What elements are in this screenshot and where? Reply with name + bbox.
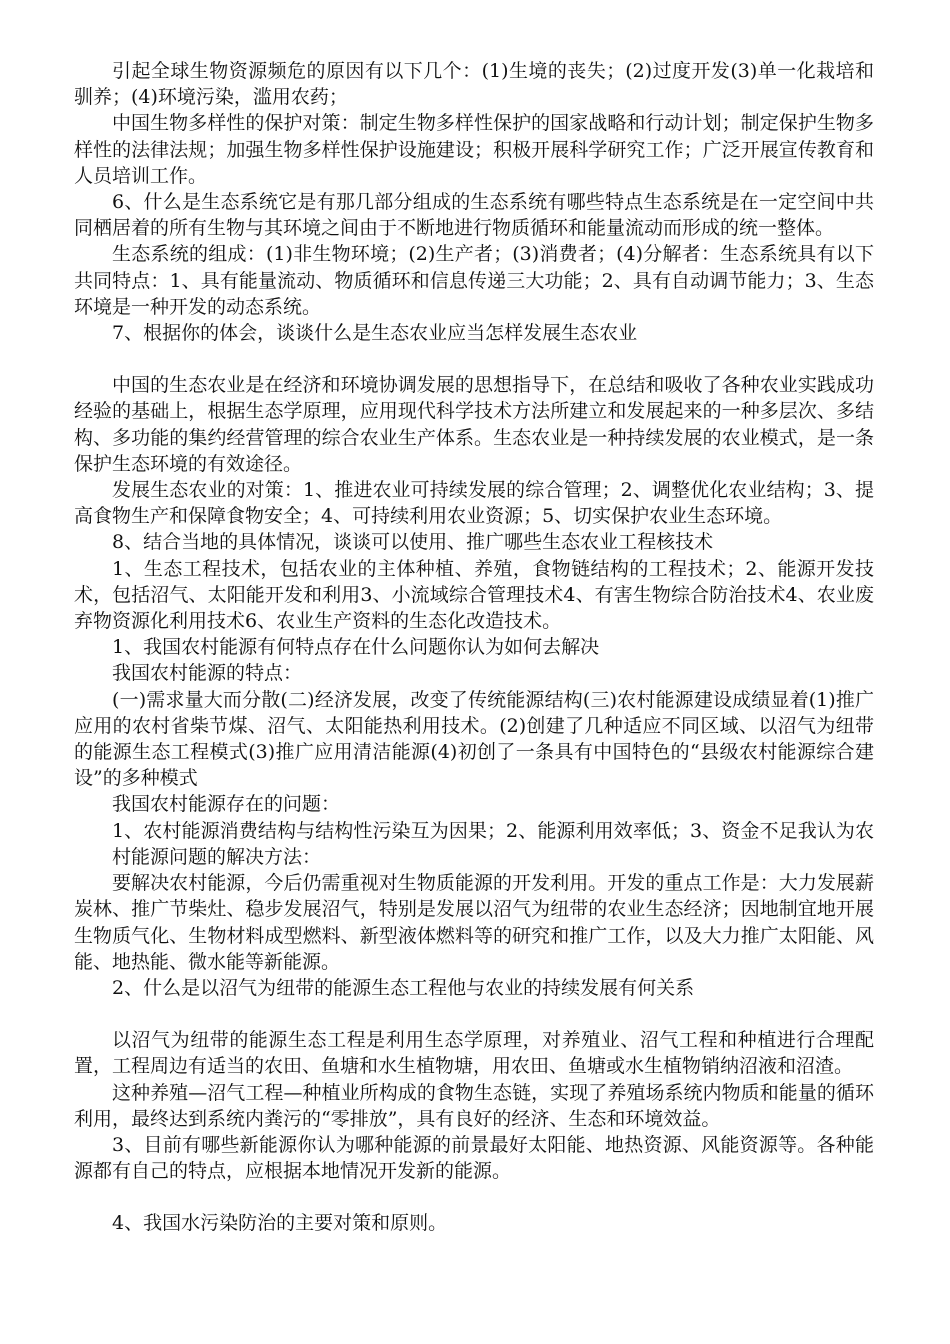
blank-line — [74, 1184, 874, 1210]
paragraph: (一)需求量大而分散(二)经济发展，改变了传统能源结构(三)农村能源建设成绩显着(1)推广应用的农村省柴节煤、沼气、太阳能热利用技术。(2)创建了几种适应不同区域、以沼气为纽带的能源生态工程模式(3)推广应用清洁能源(4)初创了一条具有中国特色的“县级农村能源综合建设”的多种模式 — [74, 688, 874, 790]
paragraph: 6、什么是生态系统它是有那几部分组成的生态系统有哪些特点生态系统是在一定空间中共同栖居着的所有生物与其环境之间由于不断地进行物质循环和能量流动而形成的统一整体。 — [74, 191, 874, 240]
paragraph: 1、生态工程技术，包括农业的主体种植、养殖，食物链结构的工程技术；2、能源开发技术，包括沼气、太阳能开发和利用3、小流域综合管理技术4、有害生物综合防治技术4、农业废弃物资源化利用技术6、农业生产资料的生态化改造技术。 — [74, 557, 874, 633]
paragraph: 这种养殖—沼气工程—种植业所构成的食物生态链，实现了养殖场系统内物质和能量的循环利用，最终达到系统内粪污的“零排放”，具有良好的经济、生态和环境效益。 — [74, 1081, 874, 1130]
paragraph: 1、农村能源消费结构与结构性污染互为因果；2、能源利用效率低；3、资金不足我认为农村能源问题的解决方法： — [112, 819, 874, 868]
paragraph: 3、目前有哪些新能源你认为哪种能源的前景最好太阳能、地热资源、风能资源等。各种能源都有自己的特点，应根据本地情况开发新的能源。 — [74, 1133, 874, 1183]
question-heading: 1、我国农村能源有何特点存在什么问题你认为如何去解决 — [112, 636, 600, 659]
question-heading: 2、什么是以沼气为纽带的能源生态工程他与农业的持续发展有何关系 — [112, 976, 695, 999]
paragraph: 要解决农村能源，今后仍需重视对生物质能源的开发利用。开发的重点工作是：大力发展薪炭林、推广节柴灶、稳步发展沼气，特别是发展以沼气为纽带的农业生态经济；因地制宜地开展生物质气化、生物材料成型燃料、新型液体燃料等的研究和推广工作，以及大力推广太阳能、风能、地热能、微水能等新能源。 — [74, 872, 874, 973]
question-heading: 4、我国水污染防治的主要对策和原则。 — [112, 1212, 448, 1235]
paragraph: 中国的生态农业是在经济和环境协调发展的思想指导下，在总结和吸收了各种农业实践成功经验的基础上，根据生态学原理，应用现代科学技术方法所建立和发展起来的一种多层次、多结构、多功能的集约经营管理的综合农业生产体系。生态农业是一种持续发展的农业模式，是一条保护生态环境的有效途径。 — [74, 374, 874, 475]
document-body — [74, 58, 874, 1237]
paragraph: 引起全球生物资源频危的原因有以下几个：(1)生境的丧失；(2)过度开发(3)单一化栽培和驯养；(4)环境污染，滥用农药； — [74, 60, 874, 109]
blank-line — [74, 346, 874, 372]
paragraph: 生态系统的组成：(1)非生物环境；(2)生产者；(3)消费者；(4)分解者：生态系统具有以下共同特点：1、具有能量流动、物质循环和信息传递三大功能；2、具有自动调节能力；3、生态环境是一种开发的动态系统。 — [74, 243, 874, 318]
question-heading: 7、根据你的体会，谈谈什么是生态农业应当怎样发展生态农业 — [112, 322, 638, 345]
paragraph: 以沼气为纽带的能源生态工程是利用生态学原理，对养殖业、沼气工程和种植进行合理配置，工程周边有适当的农田、鱼塘和水生植物塘，用农田、鱼塘或水生植物销纳沼液和沼渣。 — [74, 1029, 874, 1078]
question-heading: 8、结合当地的具体情况，谈谈可以使用、推广哪些生态农业工程核技术 — [112, 531, 714, 554]
paragraph: 中国生物多样性的保护对策：制定生物多样性保护的国家战略和行动计划；制定保护生物多样性的法律法规；加强生物多样性保护设施建设；积极开展科学研究工作；广泛开展宣传教育和人员培训工作。 — [74, 112, 874, 187]
subheading: 我国农村能源的特点： — [112, 662, 303, 685]
subheading: 我国农村能源存在的问题： — [112, 793, 341, 816]
blank-line — [74, 1001, 874, 1027]
paragraph: 发展生态农业的对策：1、推进农业可持续发展的综合管理；2、调整优化农业结构；3、提高食物生产和保障食物安全；4、可持续利用农业资源；5、切实保护农业生态环境。 — [74, 479, 874, 528]
